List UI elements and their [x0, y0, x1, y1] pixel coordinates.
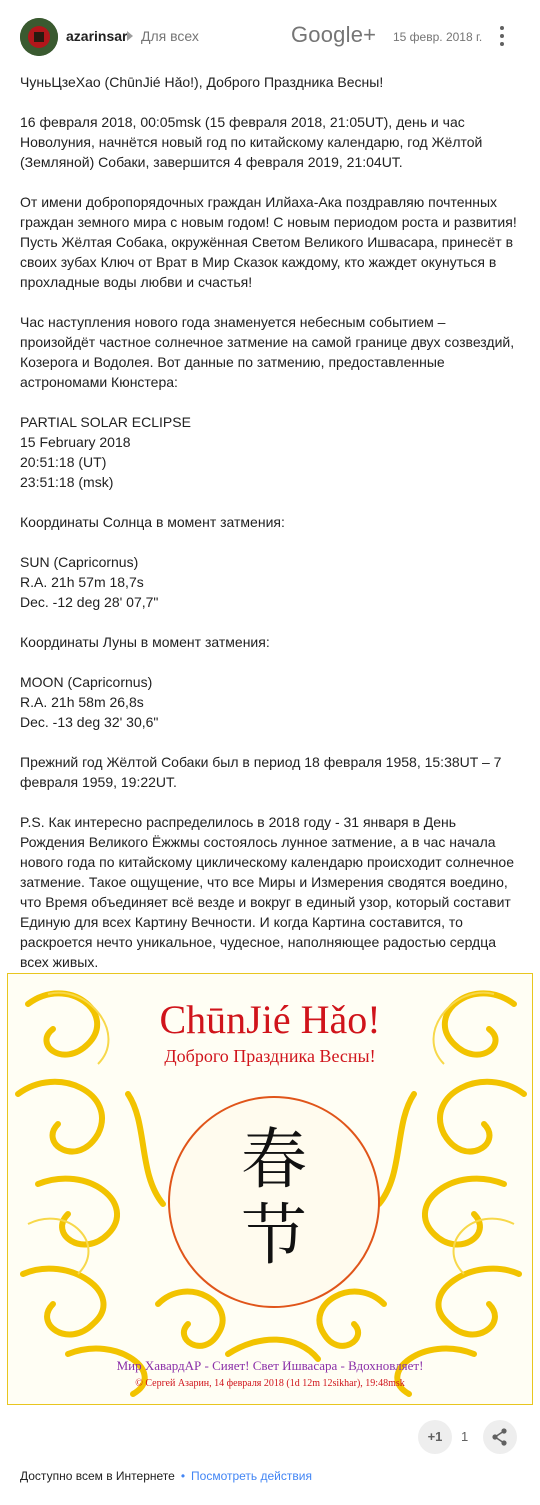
share-button[interactable] — [483, 1420, 517, 1454]
plus-one-button[interactable]: +1 — [418, 1420, 452, 1454]
post-footer — [20, 1469, 312, 1483]
avatar-image — [20, 18, 58, 56]
share-icon — [483, 1420, 517, 1454]
image-motto: Мир ХавардАР - Сияет! Свет Ишвасара - Вдохновляет! — [116, 1358, 424, 1373]
footer-separator: • — [180, 1469, 186, 1483]
audience-label[interactable]: Для всех — [141, 28, 199, 44]
post-date[interactable]: 15 февр. 2018 г. — [393, 30, 483, 44]
post-image[interactable] — [7, 973, 533, 1405]
audience-arrow-icon — [127, 31, 133, 41]
image-title: ChūnJié Hǎo! — [159, 997, 381, 1042]
more-options-icon[interactable] — [494, 24, 510, 48]
chinese-char-jie: 节 — [241, 1197, 307, 1274]
post-body: ЧуньЦзеХао (ChūnJié Hǎo!), Доброго Праздника Весны! 16 февраля 2018, 00:05msk (15 февраля 2018, 21:05UT), день и час Новолуния, начнётся новый год по китайскому календарю, год Жёлтой (Земляной) Собаки, завершится 4 февраля 2019, 21:04UT. От имени добропорядочных граждан Илйаха-Ака поздравляю почтенных граждан земного мира с новым годом! С новым периодом роста и развития! Пусть Жёлтая Собака, окружённая Светом Великого Ишвасара, принесёт в своих зубах Ключ от Врат в Мир Сказок каждому, кто жаждет окунуться в прохладные воды любви и счастья! Час наступления нового года знаменуется небесным событием – произойдёт частное солнечное затмение на самой границе двух созвездий, Козерога и Водолея. Вот данные по затмению, предоставленные астрономами Кюнстера: PARTIAL SOLAR ECLIPSE 15 February 2018 20:51:18 (UT) 23:51:18 (msk) Координаты Солнца в момент затмения: SUN (Capricornus) R.A. 21h 57m 18,7s Dec. -12 deg 28' 07,7" Координаты Луны в момент затмения: MOON (Capricornus) R.A. 21h 58m 26,8s Dec. -13 deg 32' 30,6" Прежний год Жёлтой Собаки был в период 18 февраля 1958, 15:38UT – 7 февраля 1959, 19:22UT. P.S. Как интересно распределилось в 2018 году - 31 января в День Рождения Великого Ёжжмы состоялось лунное затмение, а в час начала нового года по китайскому циклическому календарю происходит солнечное затмение. Такое ощущение, что все Миры и Измерения сводятся воедино, что Время объединяет всё везде и вокруг в единый узор, который составит Единую для всех Картину Вечности. И когда Картина составится, то раскроется нечто уникальное, чудесное, наполняющее радостью сердца всех живых. — [20, 74, 517, 970]
author-name[interactable]: azarinsar — [66, 28, 128, 44]
image-circle — [168, 1096, 380, 1308]
plus-one-count: 1 — [461, 1429, 469, 1444]
google-plus-logo: Google+ — [291, 22, 377, 47]
post-header — [0, 0, 540, 72]
image-subtitle: Доброго Праздника Весны! — [164, 1046, 376, 1066]
chinese-char-chun: 春 — [241, 1121, 307, 1198]
view-activity-link[interactable]: Посмотреть действия — [191, 1469, 312, 1483]
avatar[interactable] — [20, 18, 58, 56]
visibility-label: Доступно всем в Интернете — [20, 1469, 175, 1483]
image-credit: © Сергей Азарин, 14 февраля 2018 (1d 12m 12sikhar), 19:48msk — [135, 1378, 405, 1389]
